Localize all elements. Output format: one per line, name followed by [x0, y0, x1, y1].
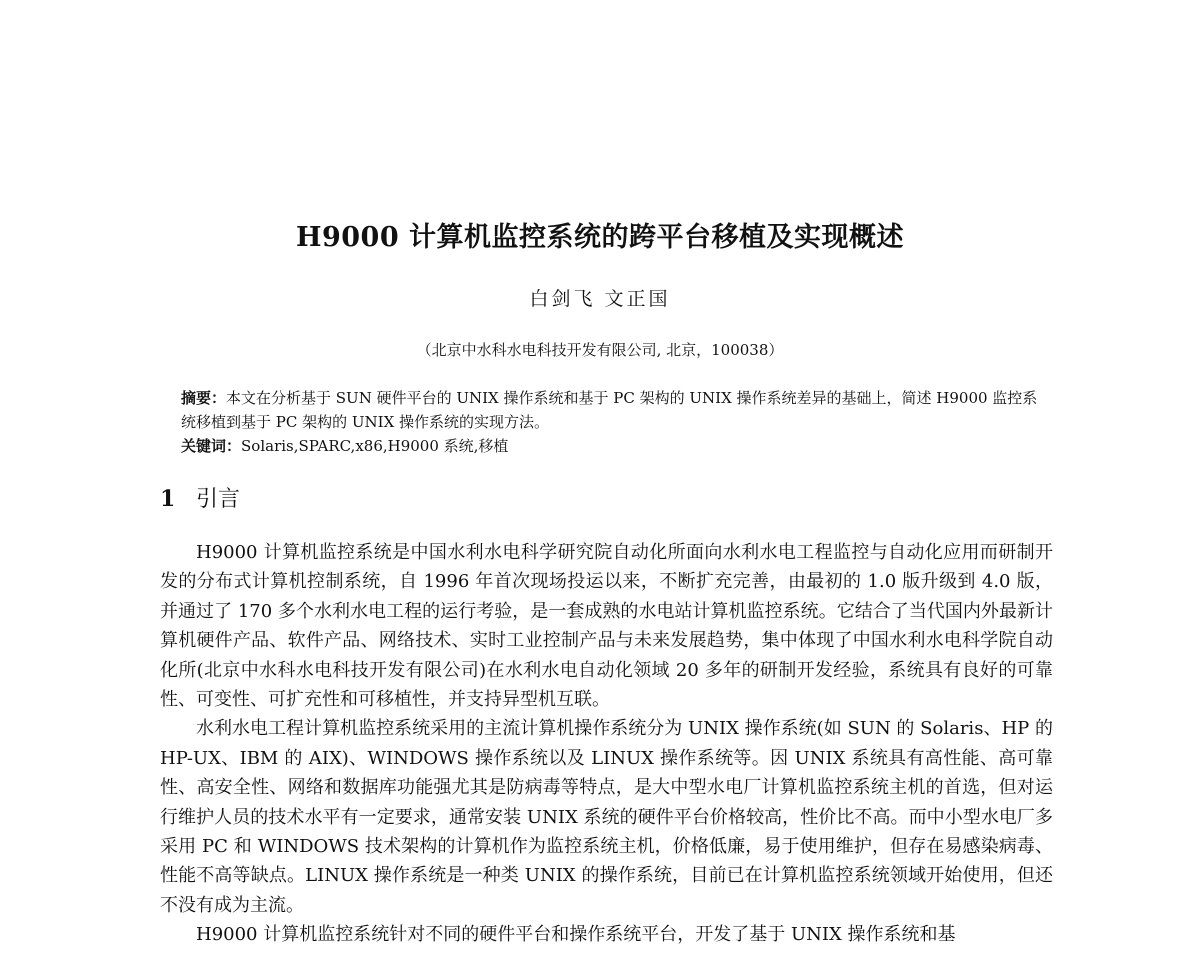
- keywords-text: Solaris,SPARC,x86,H9000 系统,移植: [241, 437, 509, 455]
- paragraph: H9000 计算机监控系统针对不同的硬件平台和操作系统平台，开发了基于 UNIX 操作系统和基: [196, 924, 956, 946]
- section-number: 1: [160, 486, 176, 512]
- paragraph: H9000 计算机监控系统是中国水利水电科学研究院自动化所面向水利水电工程监控与自动化应用而研制开发的分布式计算机控制系统，自 1996 年首次现场投运以来，不断扩充完善，由最初的 1.0 版升级到 4.0 版，并通过了 170 多个水利水电工程的运行考验，是一套成熟的水电站计算机监控系统。它结合了当代国内外最新计算机硬件产品、软件产品、网络技术、实时工业控制产品与未来发展趋势，集中体现了中国水利水电科学院自动化所(北京中水科水电科技开发有限公司)在水利水电自动化领域 20 多年的研制开发经验，系统具有良好的可靠性、可变性、可扩充性和可移植性，并支持异型机互联。: [160, 542, 1053, 711]
- paragraph: 水利水电工程计算机监控系统采用的主流计算机操作系统分为 UNIX 操作系统(如 SUN 的 Solaris、HP 的 HP-UX、IBM 的 AIX)、WINDOWS 操作系统以及 LINUX 操作系统等。因 UNIX 系统具有高性能、高可靠性、高安全性、网络和数据库功能强尤其是防病毒等特点，是大中型水电厂计算机监控系统主机的首选，但对运行维护人员的技术水平有一定要求，通常安装 UNIX 系统的硬件平台价格较高，性价比不高。而中小型水电厂多采用 PC 和 WINDOWS 技术架构的计算机作为监控系统主机，价格低廉，易于使用维护，但存在易感染病毒、性能不高等缺点。LINUX 操作系统是一种类 UNIX 的操作系统，目前已在计算机监控系统领域开始使用，但还不没有成为主流。: [160, 718, 1053, 916]
- paper-title: H9000 计算机监控系统的跨平台移植及实现概述: [295, 222, 905, 253]
- body-text: [160, 538, 1053, 950]
- section-heading: [160, 482, 240, 513]
- abstract-text: 本文在分析基于 SUN 硬件平台的 UNIX 操作系统和基于 PC 架构的 UNIX 操作系统差异的基础上，简述 H9000 监控系统移植到基于 PC 架构的 UNIX 操作系统的实现方法。: [181, 389, 1038, 431]
- abstract-label: 摘要：: [181, 389, 227, 407]
- abstract: [181, 386, 1041, 434]
- affiliation: （北京中水科水电科技开发有限公司, 北京，100038）: [416, 341, 784, 359]
- abstract-block: [181, 386, 1041, 458]
- keywords: [181, 434, 1041, 458]
- section-title: 引言: [196, 487, 241, 512]
- keywords-label: 关键词：: [181, 437, 242, 455]
- authors: 白剑飞 文正国: [529, 288, 671, 310]
